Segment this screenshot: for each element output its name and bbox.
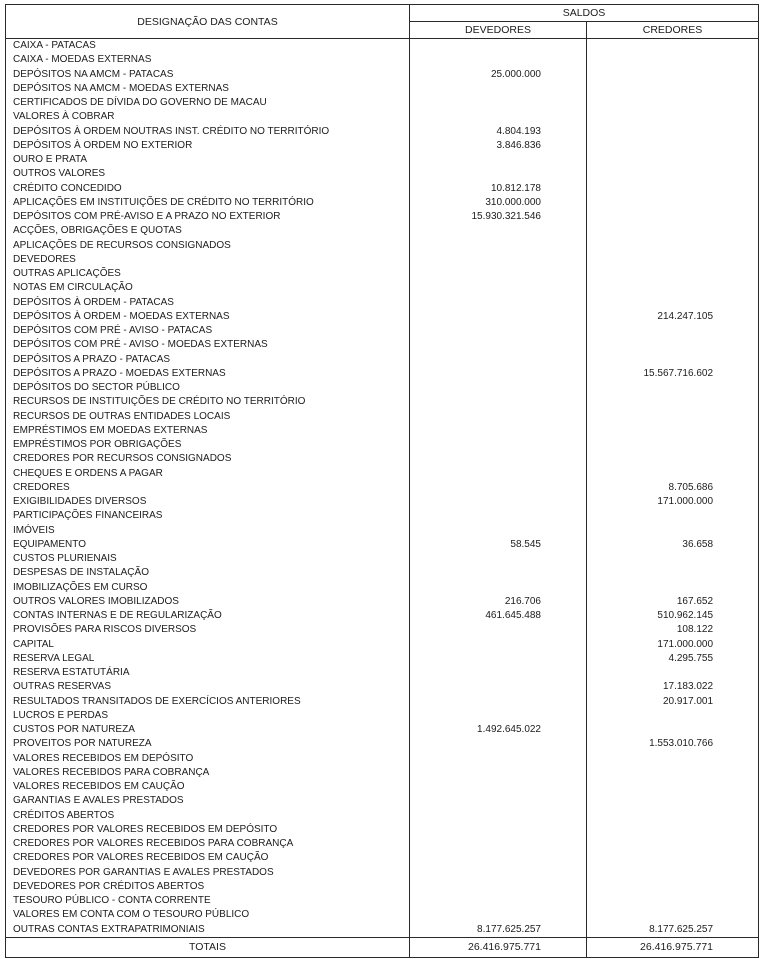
table-row bbox=[6, 923, 759, 938]
credores-value bbox=[587, 752, 759, 766]
credores-value: 167.652 bbox=[676, 595, 714, 607]
devedores-value bbox=[410, 467, 587, 481]
account-label: CAPITAL bbox=[6, 638, 410, 652]
table-row bbox=[6, 495, 759, 509]
account-label: CREDORES POR VALORES RECEBIDOS EM CAUÇÃO bbox=[6, 851, 410, 865]
devedores-value: 310.000.000 bbox=[410, 196, 587, 210]
credores-value bbox=[587, 666, 759, 680]
devedores-value: 4.804.193 bbox=[410, 125, 587, 139]
accounts-balance-table bbox=[5, 4, 759, 958]
table-row bbox=[6, 623, 759, 637]
devedores-value bbox=[410, 438, 587, 452]
devedores-value bbox=[410, 253, 587, 267]
devedores-value bbox=[410, 353, 587, 367]
devedores-value bbox=[410, 53, 587, 67]
account-label: CHEQUES E ORDENS A PAGAR bbox=[6, 467, 410, 481]
devedores-value bbox=[410, 509, 587, 523]
account-label: VALORES EM CONTA COM O TESOURO PÚBLICO bbox=[6, 908, 410, 922]
devedores-value bbox=[410, 766, 587, 780]
account-label: CREDORES POR VALORES RECEBIDOS EM DEPÓSITO bbox=[6, 823, 410, 837]
table-row bbox=[6, 538, 759, 552]
table-row bbox=[6, 53, 759, 67]
devedores-value: 1.492.645.022 bbox=[410, 723, 587, 737]
table-row bbox=[6, 96, 759, 110]
table-row bbox=[6, 167, 759, 181]
account-label: CRÉDITO CONCEDIDO bbox=[6, 182, 410, 196]
credores-value bbox=[587, 780, 759, 794]
table-row bbox=[6, 752, 759, 766]
credores-value bbox=[587, 823, 759, 837]
table-row bbox=[6, 581, 759, 595]
account-label: RESULTADOS TRANSITADOS DE EXERCÍCIOS ANTERIORES bbox=[6, 695, 410, 709]
account-label: PARTICIPAÇÕES FINANCEIRAS bbox=[6, 509, 410, 523]
table-row bbox=[6, 239, 759, 253]
devedores-value bbox=[410, 495, 587, 509]
totals-row bbox=[6, 937, 759, 957]
account-label: OUTRAS RESERVAS bbox=[6, 680, 410, 694]
account-label: OUTRAS CONTAS EXTRAPATRIMONIAIS bbox=[6, 923, 410, 938]
devedores-value bbox=[410, 809, 587, 823]
devedores-value bbox=[410, 780, 587, 794]
table-row bbox=[6, 338, 759, 352]
account-label: DEPÓSITOS COM PRÉ - AVISO - MOEDAS EXTERNAS bbox=[6, 338, 410, 352]
table-row bbox=[6, 82, 759, 96]
table-body bbox=[6, 39, 759, 938]
table-row bbox=[6, 367, 759, 381]
devedores-value bbox=[410, 481, 587, 495]
credores-value bbox=[587, 53, 759, 67]
table-row bbox=[6, 766, 759, 780]
credores-value: 4.295.755 bbox=[668, 652, 714, 664]
devedores-value bbox=[410, 666, 587, 680]
table-row bbox=[6, 139, 759, 153]
credores-value bbox=[587, 239, 759, 253]
table-row bbox=[6, 153, 759, 167]
table-row bbox=[6, 481, 759, 495]
table-row bbox=[6, 524, 759, 538]
credores-value bbox=[587, 381, 759, 395]
account-label: APLICAÇÕES DE RECURSOS CONSIGNADOS bbox=[6, 239, 410, 253]
table-row bbox=[6, 410, 759, 424]
account-label: DEPÓSITOS DO SECTOR PÚBLICO bbox=[6, 381, 410, 395]
table-row bbox=[6, 296, 759, 310]
account-label: RESERVA ESTATUTÁRIA bbox=[6, 666, 410, 680]
credores-value bbox=[587, 552, 759, 566]
devedores-value: 3.846.836 bbox=[410, 139, 587, 153]
table-header bbox=[6, 5, 759, 39]
devedores-value bbox=[410, 581, 587, 595]
account-label: VALORES RECEBIDOS EM DEPÓSITO bbox=[6, 752, 410, 766]
account-label: IMOBILIZAÇÕES EM CURSO bbox=[6, 581, 410, 595]
table-row bbox=[6, 210, 759, 224]
account-label: OUTROS VALORES bbox=[6, 167, 410, 181]
account-label: CERTIFICADOS DE DÍVIDA DO GOVERNO DE MACAU bbox=[6, 96, 410, 110]
account-label: VALORES À COBRAR bbox=[6, 110, 410, 124]
account-label: OUTRAS APLICAÇÕES bbox=[6, 267, 410, 281]
table-row bbox=[6, 880, 759, 894]
credores-value: 1.553.010.766 bbox=[649, 738, 714, 750]
account-label: NOTAS EM CIRCULAÇÃO bbox=[6, 281, 410, 295]
devedores-value: 10.812.178 bbox=[410, 182, 587, 196]
account-label: CREDORES bbox=[6, 481, 410, 495]
credores-value bbox=[587, 766, 759, 780]
account-label: DEPÓSITOS COM PRÉ-AVISO E A PRAZO NO EXTERIOR bbox=[6, 210, 410, 224]
credores-value bbox=[587, 424, 759, 438]
credores-value: 20.917.001 bbox=[662, 695, 714, 707]
account-label: EMPRÉSTIMOS EM MOEDAS EXTERNAS bbox=[6, 424, 410, 438]
account-label: CREDORES POR VALORES RECEBIDOS PARA COBRANÇA bbox=[6, 837, 410, 851]
credores-value bbox=[587, 253, 759, 267]
account-label: CONTAS INTERNAS E DE REGULARIZAÇÃO bbox=[6, 609, 410, 623]
account-label: RECURSOS DE INSTITUIÇÕES DE CRÉDITO NO TERRITÓRIO bbox=[6, 395, 410, 409]
credores-value bbox=[587, 224, 759, 238]
table-row bbox=[6, 894, 759, 908]
account-label: DEVEDORES bbox=[6, 253, 410, 267]
credores-value bbox=[587, 581, 759, 595]
devedores-value bbox=[410, 794, 587, 808]
table-row bbox=[6, 908, 759, 922]
devedores-value bbox=[410, 894, 587, 908]
account-label: DEPÓSITOS À ORDEM NOUTRAS INST. CRÉDITO NO TERRITÓRIO bbox=[6, 125, 410, 139]
table-row bbox=[6, 837, 759, 851]
account-label: DESPESAS DE INSTALAÇÃO bbox=[6, 566, 410, 580]
table-row bbox=[6, 666, 759, 680]
credores-value bbox=[587, 908, 759, 922]
credores-value: 171.000.000 bbox=[657, 496, 714, 507]
devedores-value: 8.177.625.257 bbox=[410, 923, 587, 938]
credores-value bbox=[587, 709, 759, 723]
account-label: IMÓVEIS bbox=[6, 524, 410, 538]
credores-value bbox=[587, 68, 759, 82]
table-row bbox=[6, 552, 759, 566]
table-row bbox=[6, 709, 759, 723]
devedores-value bbox=[410, 566, 587, 580]
devedores-value bbox=[410, 281, 587, 295]
devedores-value bbox=[410, 880, 587, 894]
account-label: RESERVA LEGAL bbox=[6, 652, 410, 666]
credores-value bbox=[587, 139, 759, 153]
table-row bbox=[6, 110, 759, 124]
devedores-value bbox=[410, 110, 587, 124]
account-label: LUCROS E PERDAS bbox=[6, 709, 410, 723]
credores-value bbox=[587, 281, 759, 295]
table-row bbox=[6, 866, 759, 880]
credores-value bbox=[587, 438, 759, 452]
credores-value: 17.183.022 bbox=[662, 681, 714, 693]
credores-value bbox=[587, 509, 759, 523]
table-row bbox=[6, 609, 759, 623]
table-row bbox=[6, 809, 759, 823]
table-row bbox=[6, 780, 759, 794]
devedores-value: 25.000.000 bbox=[410, 68, 587, 82]
credores-value bbox=[587, 524, 759, 538]
credores-value bbox=[587, 39, 759, 54]
devedores-value bbox=[410, 752, 587, 766]
table-row bbox=[6, 68, 759, 82]
account-label: EQUIPAMENTO bbox=[6, 538, 410, 552]
account-label: CUSTOS PLURIENAIS bbox=[6, 552, 410, 566]
credores-value: 171.000.000 bbox=[657, 638, 714, 650]
credores-value: 510.962.145 bbox=[657, 610, 714, 621]
account-label: OURO E PRATA bbox=[6, 153, 410, 167]
table-row bbox=[6, 638, 759, 652]
account-label: VALORES RECEBIDOS PARA COBRANÇA bbox=[6, 766, 410, 780]
table-row bbox=[6, 353, 759, 367]
totals-devedores-value: 26.416.975.771 bbox=[410, 937, 587, 957]
credores-value bbox=[587, 167, 759, 181]
table-row bbox=[6, 424, 759, 438]
table-row bbox=[6, 125, 759, 139]
totals-label: TOTAIS bbox=[6, 937, 410, 957]
credores-value bbox=[587, 182, 759, 196]
credores-value: 15.567.716.602 bbox=[643, 367, 714, 379]
account-label: DEPÓSITOS A PRAZO - MOEDAS EXTERNAS bbox=[6, 367, 410, 381]
credores-value bbox=[587, 296, 759, 310]
devedores-value bbox=[410, 908, 587, 922]
table-row bbox=[6, 310, 759, 324]
table-row bbox=[6, 224, 759, 238]
credores-value bbox=[587, 82, 759, 96]
credores-value: 214.247.105 bbox=[657, 310, 714, 322]
devedores-value bbox=[410, 153, 587, 167]
devedores-value bbox=[410, 267, 587, 281]
devedores-value: 216.706 bbox=[410, 595, 587, 609]
devedores-value bbox=[410, 652, 587, 666]
credores-value bbox=[587, 851, 759, 865]
account-label: CAIXA - MOEDAS EXTERNAS bbox=[6, 53, 410, 67]
devedores-value bbox=[410, 680, 587, 694]
account-label: VALORES RECEBIDOS EM CAUÇÃO bbox=[6, 780, 410, 794]
devedores-value bbox=[410, 452, 587, 466]
table-row bbox=[6, 509, 759, 523]
devedores-value bbox=[410, 96, 587, 110]
table-row bbox=[6, 452, 759, 466]
account-label: APLICAÇÕES EM INSTITUIÇÕES DE CRÉDITO NO TERRITÓRIO bbox=[6, 196, 410, 210]
credores-value: 36.658 bbox=[682, 538, 714, 550]
devedores-value bbox=[410, 410, 587, 424]
devedores-value bbox=[410, 623, 587, 637]
account-label: PROVISÕES PARA RISCOS DIVERSOS bbox=[6, 623, 410, 637]
account-label: DEVEDORES POR CRÉDITOS ABERTOS bbox=[6, 880, 410, 894]
credores-value bbox=[587, 723, 759, 737]
table-row bbox=[6, 182, 759, 196]
table-row bbox=[6, 595, 759, 609]
table-row bbox=[6, 823, 759, 837]
devedores-value bbox=[410, 167, 587, 181]
credores-value bbox=[587, 324, 759, 338]
credores-value bbox=[587, 210, 759, 224]
credores-value bbox=[587, 267, 759, 281]
credores-value bbox=[587, 125, 759, 139]
table-row bbox=[6, 566, 759, 580]
devedores-value bbox=[410, 737, 587, 751]
header-credores: CREDORES bbox=[587, 22, 759, 39]
credores-value bbox=[587, 866, 759, 880]
devedores-value bbox=[410, 224, 587, 238]
devedores-value bbox=[410, 837, 587, 851]
credores-value bbox=[587, 880, 759, 894]
account-label: CRÉDITOS ABERTOS bbox=[6, 809, 410, 823]
devedores-value bbox=[410, 82, 587, 96]
devedores-value bbox=[410, 324, 587, 338]
credores-value bbox=[587, 809, 759, 823]
credores-value bbox=[587, 566, 759, 580]
account-label: DEPÓSITOS À ORDEM NO EXTERIOR bbox=[6, 139, 410, 153]
header-devedores: DEVEDORES bbox=[410, 22, 587, 39]
table-row bbox=[6, 267, 759, 281]
account-label: DEPÓSITOS NA AMCM - PATACAS bbox=[6, 68, 410, 82]
credores-value bbox=[587, 410, 759, 424]
devedores-value bbox=[410, 395, 587, 409]
credores-value bbox=[587, 153, 759, 167]
devedores-value bbox=[410, 695, 587, 709]
header-designacao-das-contas: DESIGNAÇÃO DAS CONTAS bbox=[6, 5, 410, 39]
devedores-value bbox=[410, 524, 587, 538]
devedores-value bbox=[410, 381, 587, 395]
account-label: CREDORES POR RECURSOS CONSIGNADOS bbox=[6, 452, 410, 466]
credores-value bbox=[587, 110, 759, 124]
table-row bbox=[6, 723, 759, 737]
account-label: TESOURO PÚBLICO - CONTA CORRENTE bbox=[6, 894, 410, 908]
credores-value bbox=[587, 794, 759, 808]
credores-value bbox=[587, 196, 759, 210]
account-label: OUTROS VALORES IMOBILIZADOS bbox=[6, 595, 410, 609]
devedores-value bbox=[410, 851, 587, 865]
devedores-value bbox=[410, 823, 587, 837]
account-label: ACÇÕES, OBRIGAÇÕES E QUOTAS bbox=[6, 224, 410, 238]
table-row bbox=[6, 467, 759, 481]
account-label: CAIXA - PATACAS bbox=[6, 39, 410, 54]
table-row bbox=[6, 438, 759, 452]
devedores-value bbox=[410, 866, 587, 880]
account-label: DEPÓSITOS À ORDEM - PATACAS bbox=[6, 296, 410, 310]
table-row bbox=[6, 39, 759, 54]
account-label: RECURSOS DE OUTRAS ENTIDADES LOCAIS bbox=[6, 410, 410, 424]
account-label: EXIGIBILIDADES DIVERSOS bbox=[6, 495, 410, 509]
devedores-value bbox=[410, 239, 587, 253]
credores-value bbox=[587, 395, 759, 409]
devedores-value bbox=[410, 310, 587, 324]
credores-value bbox=[587, 96, 759, 110]
devedores-value bbox=[410, 367, 587, 381]
table-row bbox=[6, 695, 759, 709]
table-row bbox=[6, 381, 759, 395]
table-row bbox=[6, 737, 759, 751]
credores-value: 8.177.625.257 bbox=[649, 923, 714, 935]
devedores-value bbox=[410, 424, 587, 438]
table-row bbox=[6, 253, 759, 267]
devedores-value bbox=[410, 709, 587, 723]
table-row bbox=[6, 652, 759, 666]
credores-value bbox=[587, 467, 759, 481]
devedores-value: 461.645.488 bbox=[410, 609, 587, 623]
account-label: DEPÓSITOS NA AMCM - MOEDAS EXTERNAS bbox=[6, 82, 410, 96]
table-row bbox=[6, 196, 759, 210]
devedores-value: 58.545 bbox=[410, 538, 587, 552]
table-row bbox=[6, 324, 759, 338]
table-row bbox=[6, 851, 759, 865]
account-label: DEPÓSITOS A PRAZO - PATACAS bbox=[6, 353, 410, 367]
credores-value: 108.122 bbox=[676, 624, 714, 636]
devedores-value bbox=[410, 338, 587, 352]
header-saldos: SALDOS bbox=[410, 5, 759, 22]
account-label: CUSTOS POR NATUREZA bbox=[6, 723, 410, 737]
account-label: DEPÓSITOS COM PRÉ - AVISO - PATACAS bbox=[6, 324, 410, 338]
account-label: PROVEITOS POR NATUREZA bbox=[6, 737, 410, 751]
table-row bbox=[6, 680, 759, 694]
devedores-value bbox=[410, 296, 587, 310]
credores-value bbox=[587, 837, 759, 851]
credores-value bbox=[587, 894, 759, 908]
devedores-value: 15.930.321.546 bbox=[410, 210, 587, 224]
account-label: DEVEDORES POR GARANTIAS E AVALES PRESTADOS bbox=[6, 866, 410, 880]
table-row bbox=[6, 395, 759, 409]
credores-value bbox=[587, 353, 759, 367]
account-label: EMPRÉSTIMOS POR OBRIGAÇÕES bbox=[6, 438, 410, 452]
credores-value bbox=[587, 452, 759, 466]
devedores-value bbox=[410, 552, 587, 566]
account-label: DEPÓSITOS À ORDEM - MOEDAS EXTERNAS bbox=[6, 310, 410, 324]
table-row bbox=[6, 281, 759, 295]
totals-credores-value: 26.416.975.771 bbox=[587, 937, 759, 957]
devedores-value bbox=[410, 39, 587, 54]
account-label: GARANTIAS E AVALES PRESTADOS bbox=[6, 794, 410, 808]
credores-value: 8.705.686 bbox=[668, 481, 714, 493]
table-footer bbox=[6, 937, 759, 957]
devedores-value bbox=[410, 638, 587, 652]
credores-value bbox=[587, 338, 759, 352]
table-row bbox=[6, 794, 759, 808]
